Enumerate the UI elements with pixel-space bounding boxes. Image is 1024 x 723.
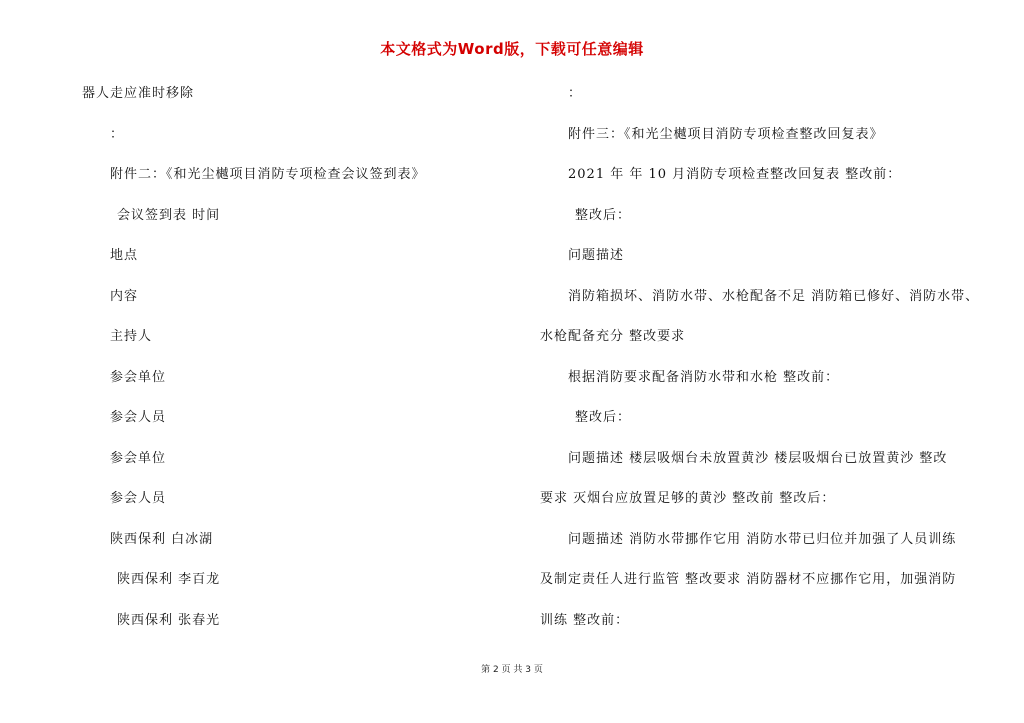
text-line: 陕西保利 张春光 bbox=[117, 612, 221, 628]
text-line: 主持人 bbox=[110, 329, 153, 344]
text-line: 参会单位 bbox=[110, 450, 167, 466]
left-column bbox=[82, 84, 512, 651]
text-line: 整改后： bbox=[575, 410, 632, 425]
text-line: 根据消防要求配备消防水带和水枪 整改前： bbox=[568, 369, 840, 385]
text-line: 问题描述 bbox=[568, 248, 625, 263]
text-line: 内容 bbox=[110, 288, 139, 304]
text-line: ： bbox=[110, 126, 125, 142]
text-line: 器人走应准时移除 bbox=[82, 86, 195, 101]
text-line: 问题描述 消防水带挪作它用 消防水带已归位并加强了人员训练 bbox=[568, 531, 957, 547]
page-number: 第 2 页 共 3 页 bbox=[481, 665, 543, 675]
text-line: 2021 年 年 10 月消防专项检查整改回复表 整改前： bbox=[568, 167, 902, 182]
text-line: 陕西保利 白冰湖 bbox=[110, 531, 214, 547]
text-line: 陕西保利 李百龙 bbox=[117, 572, 221, 587]
text-line: 参会单位 bbox=[110, 369, 167, 385]
text-line: 训练 整改前： bbox=[540, 612, 630, 628]
attachment-3-title: 附件三：《和光尘樾项目消防专项检查整改回复表》 bbox=[568, 126, 884, 142]
text-line: 地点 bbox=[110, 248, 139, 263]
text-line: 会议签到表 时间 bbox=[117, 207, 221, 223]
text-line: 及制定责任人进行监管 整改要求 消防器材不应挪作它用，加强消防 bbox=[540, 572, 957, 587]
text-line: 问题描述 楼层吸烟台未放置黄沙 楼层吸烟台已放置黄沙 整改 bbox=[568, 450, 948, 466]
attachment-2-title: 附件二：《和光尘樾项目消防专项检查会议签到表》 bbox=[110, 167, 426, 182]
text-line: 整改后： bbox=[575, 207, 632, 223]
text-line: 要求 灭烟台应放置足够的黄沙 整改前 整改后： bbox=[540, 491, 836, 506]
text-line: 参会人员 bbox=[110, 410, 167, 425]
text-line: 参会人员 bbox=[110, 491, 167, 506]
word-format-banner: 本文格式为Word版，下载可任意编辑 bbox=[380, 40, 644, 58]
right-column bbox=[540, 84, 980, 651]
text-line: 水枪配备充分 整改要求 bbox=[540, 329, 686, 344]
text-line: ： bbox=[568, 86, 583, 101]
text-line: 消防箱损坏、消防水带、水枪配备不足 消防箱已修好、消防水带、 bbox=[568, 288, 980, 304]
